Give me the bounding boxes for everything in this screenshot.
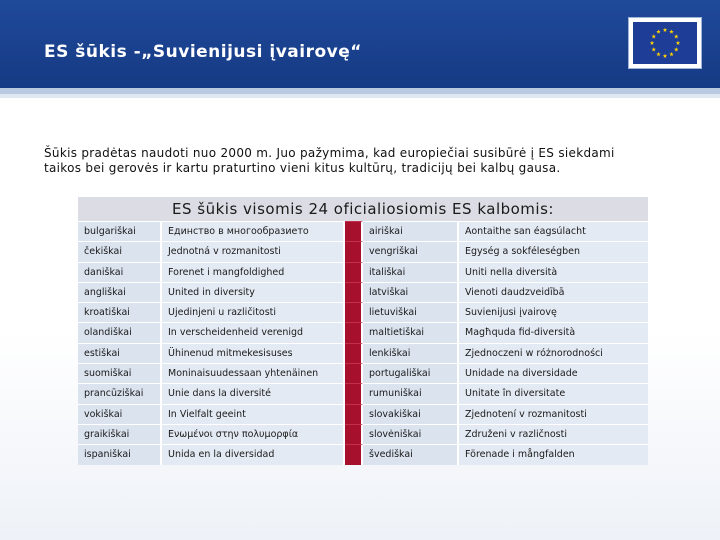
language-cell-right: maltietiškai <box>363 322 459 342</box>
language-cell-right: švediškai <box>363 444 459 464</box>
motto-cell-left: Ενωμένοι στην πολυμορφία <box>162 424 345 444</box>
motto-cell-right: Uniti nella diversità <box>459 262 648 282</box>
motto-cell-left: Ujedinjeni u različitosti <box>162 302 345 322</box>
motto-cell-left: Единство в многообразието <box>162 221 345 241</box>
table-row <box>78 241 648 261</box>
slide-title: ES šūkis -„Suvienijusi įvairovę“ <box>44 42 362 62</box>
language-cell-right: itališkai <box>363 262 459 282</box>
intro-line-1: Šūkis pradėtas naudoti nuo 2000 m. Juo pažymima, kad europiečiai susibūrė į ES siekdami <box>44 146 615 160</box>
eu-flag <box>628 17 702 69</box>
motto-cell-right: Unitate în diversitate <box>459 383 648 403</box>
language-cell-left: graikiškai <box>78 424 162 444</box>
accent-divider-cell <box>345 444 363 464</box>
accent-divider-cell <box>345 221 363 241</box>
motto-cell-right: Unidade na diversidade <box>459 363 648 383</box>
motto-table <box>78 197 648 465</box>
motto-cell-left: Jednotná v rozmanitosti <box>162 241 345 261</box>
table-row <box>78 302 648 322</box>
language-cell-right: lenkiškai <box>363 343 459 363</box>
language-cell-left: bulgariškai <box>78 221 162 241</box>
table-row <box>78 343 648 363</box>
motto-cell-right: Aontaithe san éagsúlacht <box>459 221 648 241</box>
language-cell-left: čekiškai <box>78 241 162 261</box>
table-row <box>78 404 648 424</box>
intro-line-2: taikos bei gerovės ir kartu praturtino vieni kitus kultūrų, tradicijų bei kalbų gausa. <box>44 161 561 175</box>
table-row <box>78 444 648 464</box>
accent-divider-cell <box>345 404 363 424</box>
motto-cell-right: Združeni v različnosti <box>459 424 648 444</box>
header-divider-light <box>0 94 720 98</box>
language-cell-right: rumuniškai <box>363 383 459 403</box>
accent-divider-cell <box>345 241 363 261</box>
motto-cell-left: United in diversity <box>162 282 345 302</box>
motto-cell-left: In Vielfalt geeint <box>162 404 345 424</box>
language-cell-left: estiškai <box>78 343 162 363</box>
motto-cell-left: Forenet i mangfoldighed <box>162 262 345 282</box>
motto-cell-right: Vienoti daudzveidībā <box>459 282 648 302</box>
accent-divider-cell <box>345 343 363 363</box>
language-cell-left: prancūziškai <box>78 383 162 403</box>
motto-cell-left: Unida en la diversidad <box>162 444 345 464</box>
language-cell-left: angliškai <box>78 282 162 302</box>
accent-divider-cell <box>345 424 363 444</box>
intro-text <box>44 146 684 176</box>
language-cell-left: suomiškai <box>78 363 162 383</box>
table-body <box>78 221 648 465</box>
eu-flag-icon <box>629 18 701 68</box>
table-row <box>78 262 648 282</box>
language-cell-left: olandiškai <box>78 322 162 342</box>
table-row <box>78 363 648 383</box>
motto-cell-left: Unie dans la diversité <box>162 383 345 403</box>
table-row <box>78 322 648 342</box>
language-cell-right: airiškai <box>363 221 459 241</box>
motto-cell-right: Förenade i mångfalden <box>459 444 648 464</box>
motto-cell-right: Zjednoczeni w różnorodności <box>459 343 648 363</box>
language-cell-right: vengriškai <box>363 241 459 261</box>
motto-cell-left: Moninaisuudessaan yhtenäinen <box>162 363 345 383</box>
language-cell-right: portugališkai <box>363 363 459 383</box>
language-cell-left: vokiškai <box>78 404 162 424</box>
language-cell-left: daniškai <box>78 262 162 282</box>
accent-divider-cell <box>345 383 363 403</box>
language-cell-right: slovakiškai <box>363 404 459 424</box>
language-cell-right: slovėniškai <box>363 424 459 444</box>
motto-cell-right: Suvienijusi įvairovę <box>459 302 648 322</box>
table-title: ES šūkis visomis 24 oficialiosiomis ES kalbomis: <box>78 197 648 221</box>
accent-divider-cell <box>345 302 363 322</box>
table-row <box>78 221 648 241</box>
language-cell-right: lietuviškai <box>363 302 459 322</box>
accent-divider-cell <box>345 262 363 282</box>
language-cell-left: kroatiškai <box>78 302 162 322</box>
table-row <box>78 383 648 403</box>
motto-cell-left: Ühinenud mitmekesisuses <box>162 343 345 363</box>
table-row <box>78 424 648 444</box>
motto-cell-right: Magħquda fid-diversità <box>459 322 648 342</box>
motto-cell-left: In verscheidenheid verenigd <box>162 322 345 342</box>
accent-divider-cell <box>345 363 363 383</box>
motto-cell-right: Egység a sokféleségben <box>459 241 648 261</box>
language-cell-left: ispaniškai <box>78 444 162 464</box>
language-cell-right: latviškai <box>363 282 459 302</box>
motto-cell-right: Zjednotení v rozmanitosti <box>459 404 648 424</box>
accent-divider-cell <box>345 282 363 302</box>
table-row <box>78 282 648 302</box>
accent-divider-cell <box>345 322 363 342</box>
